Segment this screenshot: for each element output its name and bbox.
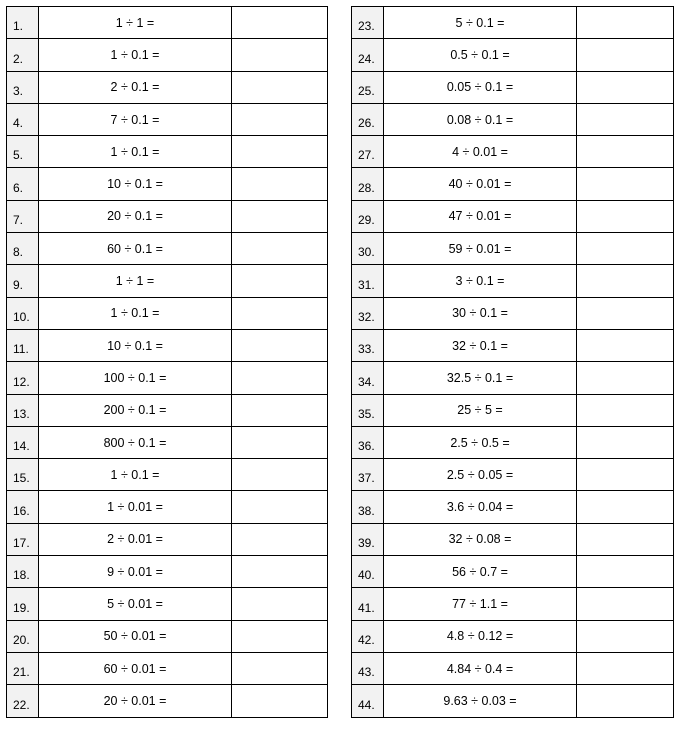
answer-cell[interactable] <box>232 39 328 71</box>
question-number: 35. <box>352 394 384 426</box>
question-text: 30 ÷ 0.1 = <box>384 297 577 329</box>
answer-cell[interactable] <box>577 588 674 620</box>
table-row <box>352 491 674 523</box>
table-row <box>352 71 674 103</box>
question-number: 10. <box>7 297 39 329</box>
question-number: 36. <box>352 426 384 458</box>
table-row <box>352 652 674 684</box>
answer-cell[interactable] <box>577 168 674 200</box>
question-number: 17. <box>7 523 39 555</box>
question-text: 2.5 ÷ 0.05 = <box>384 459 577 491</box>
table-row <box>7 556 328 588</box>
question-text: 32.5 ÷ 0.1 = <box>384 362 577 394</box>
question-text: 60 ÷ 0.01 = <box>39 652 232 684</box>
question-text: 32 ÷ 0.08 = <box>384 523 577 555</box>
answer-cell[interactable] <box>232 523 328 555</box>
question-text: 1 ÷ 0.1 = <box>39 459 232 491</box>
question-text: 59 ÷ 0.01 = <box>384 233 577 265</box>
question-number: 18. <box>7 556 39 588</box>
table-row <box>352 685 674 717</box>
question-text: 200 ÷ 0.1 = <box>39 394 232 426</box>
question-text: 20 ÷ 0.01 = <box>39 685 232 717</box>
table-row <box>7 362 328 394</box>
table-row <box>7 394 328 426</box>
table-row <box>7 233 328 265</box>
table-row <box>7 685 328 717</box>
answer-cell[interactable] <box>577 620 674 652</box>
question-number: 15. <box>7 459 39 491</box>
question-text: 800 ÷ 0.1 = <box>39 426 232 458</box>
answer-cell[interactable] <box>232 426 328 458</box>
question-text: 50 ÷ 0.01 = <box>39 620 232 652</box>
question-number: 22. <box>7 685 39 717</box>
answer-cell[interactable] <box>232 7 328 39</box>
table-row <box>352 200 674 232</box>
question-text: 1 ÷ 0.01 = <box>39 491 232 523</box>
question-number: 38. <box>352 491 384 523</box>
table-row <box>352 39 674 71</box>
question-number: 9. <box>7 265 39 297</box>
answer-cell[interactable] <box>577 7 674 39</box>
answer-cell[interactable] <box>232 588 328 620</box>
table-row <box>7 168 328 200</box>
answer-cell[interactable] <box>232 136 328 168</box>
answer-cell[interactable] <box>577 491 674 523</box>
question-number: 11. <box>7 329 39 361</box>
question-text: 40 ÷ 0.01 = <box>384 168 577 200</box>
table-row <box>352 233 674 265</box>
question-number: 5. <box>7 136 39 168</box>
table-row <box>352 459 674 491</box>
answer-cell[interactable] <box>232 459 328 491</box>
question-text: 3 ÷ 0.1 = <box>384 265 577 297</box>
table-row <box>7 136 328 168</box>
question-number: 4. <box>7 103 39 135</box>
answer-cell[interactable] <box>232 329 328 361</box>
question-number: 27. <box>352 136 384 168</box>
worksheet-table-right <box>351 6 674 718</box>
table-row <box>352 620 674 652</box>
question-number: 30. <box>352 233 384 265</box>
question-number: 31. <box>352 265 384 297</box>
question-text: 60 ÷ 0.1 = <box>39 233 232 265</box>
question-text: 2.5 ÷ 0.5 = <box>384 426 577 458</box>
table-row <box>7 7 328 39</box>
question-text: 32 ÷ 0.1 = <box>384 329 577 361</box>
table-row <box>7 297 328 329</box>
question-number: 32. <box>352 297 384 329</box>
table-row <box>352 168 674 200</box>
question-number: 20. <box>7 620 39 652</box>
question-number: 21. <box>7 652 39 684</box>
question-text: 5 ÷ 0.1 = <box>384 7 577 39</box>
answer-cell[interactable] <box>232 620 328 652</box>
question-text: 2 ÷ 0.1 = <box>39 71 232 103</box>
question-text: 25 ÷ 5 = <box>384 394 577 426</box>
table-row <box>7 426 328 458</box>
answer-cell[interactable] <box>232 394 328 426</box>
question-number: 44. <box>352 685 384 717</box>
table-row <box>7 491 328 523</box>
table-row <box>7 620 328 652</box>
answer-cell[interactable] <box>577 652 674 684</box>
question-text: 1 ÷ 0.1 = <box>39 136 232 168</box>
question-text: 4 ÷ 0.01 = <box>384 136 577 168</box>
answer-cell[interactable] <box>577 265 674 297</box>
question-text: 5 ÷ 0.01 = <box>39 588 232 620</box>
table-row <box>7 459 328 491</box>
answer-cell[interactable] <box>577 200 674 232</box>
question-text: 0.5 ÷ 0.1 = <box>384 39 577 71</box>
table-row <box>352 588 674 620</box>
question-number: 16. <box>7 491 39 523</box>
answer-cell[interactable] <box>577 362 674 394</box>
question-number: 3. <box>7 71 39 103</box>
table-row <box>352 426 674 458</box>
table-row <box>352 362 674 394</box>
answer-cell[interactable] <box>232 362 328 394</box>
table-row <box>7 71 328 103</box>
table-row <box>7 588 328 620</box>
question-number: 25. <box>352 71 384 103</box>
answer-cell[interactable] <box>232 168 328 200</box>
question-text: 10 ÷ 0.1 = <box>39 329 232 361</box>
question-text: 4.8 ÷ 0.12 = <box>384 620 577 652</box>
answer-cell[interactable] <box>577 556 674 588</box>
answer-cell[interactable] <box>577 297 674 329</box>
table-row <box>352 265 674 297</box>
question-number: 8. <box>7 233 39 265</box>
answer-cell[interactable] <box>232 200 328 232</box>
question-number: 2. <box>7 39 39 71</box>
table-row <box>7 103 328 135</box>
answer-cell[interactable] <box>232 685 328 717</box>
answer-cell[interactable] <box>232 556 328 588</box>
answer-cell[interactable] <box>577 233 674 265</box>
answer-cell[interactable] <box>577 459 674 491</box>
question-text: 0.08 ÷ 0.1 = <box>384 103 577 135</box>
question-text: 100 ÷ 0.1 = <box>39 362 232 394</box>
question-text: 9 ÷ 0.01 = <box>39 556 232 588</box>
table-row <box>7 265 328 297</box>
answer-cell[interactable] <box>577 71 674 103</box>
table-row <box>7 523 328 555</box>
question-number: 42. <box>352 620 384 652</box>
table-row <box>7 200 328 232</box>
answer-cell[interactable] <box>577 136 674 168</box>
answer-cell[interactable] <box>577 685 674 717</box>
table-row <box>352 297 674 329</box>
question-number: 19. <box>7 588 39 620</box>
question-number: 41. <box>352 588 384 620</box>
question-number: 34. <box>352 362 384 394</box>
table-row <box>352 329 674 361</box>
table-row <box>7 39 328 71</box>
question-number: 12. <box>7 362 39 394</box>
table-row <box>352 394 674 426</box>
question-number: 29. <box>352 200 384 232</box>
question-text: 1 ÷ 0.1 = <box>39 39 232 71</box>
answer-cell[interactable] <box>232 265 328 297</box>
question-text: 1 ÷ 1 = <box>39 7 232 39</box>
table-row <box>352 7 674 39</box>
question-number: 7. <box>7 200 39 232</box>
answer-cell[interactable] <box>232 297 328 329</box>
worksheet-table-left <box>6 6 328 718</box>
answer-cell[interactable] <box>577 426 674 458</box>
question-number: 1. <box>7 7 39 39</box>
question-text: 0.05 ÷ 0.1 = <box>384 71 577 103</box>
question-number: 33. <box>352 329 384 361</box>
answer-cell[interactable] <box>232 652 328 684</box>
question-text: 56 ÷ 0.7 = <box>384 556 577 588</box>
question-number: 6. <box>7 168 39 200</box>
answer-cell[interactable] <box>577 39 674 71</box>
question-text: 1 ÷ 1 = <box>39 265 232 297</box>
question-number: 40. <box>352 556 384 588</box>
question-number: 13. <box>7 394 39 426</box>
question-number: 14. <box>7 426 39 458</box>
question-text: 2 ÷ 0.01 = <box>39 523 232 555</box>
answer-cell[interactable] <box>577 523 674 555</box>
answer-cell[interactable] <box>577 394 674 426</box>
question-text: 47 ÷ 0.01 = <box>384 200 577 232</box>
question-number: 28. <box>352 168 384 200</box>
answer-cell[interactable] <box>577 103 674 135</box>
question-number: 26. <box>352 103 384 135</box>
question-number: 23. <box>352 7 384 39</box>
question-text: 20 ÷ 0.1 = <box>39 200 232 232</box>
table-row <box>352 136 674 168</box>
question-number: 24. <box>352 39 384 71</box>
question-text: 9.63 ÷ 0.03 = <box>384 685 577 717</box>
question-text: 10 ÷ 0.1 = <box>39 168 232 200</box>
answer-cell[interactable] <box>232 491 328 523</box>
table-row <box>7 329 328 361</box>
table-row <box>352 103 674 135</box>
answer-cell[interactable] <box>232 103 328 135</box>
question-number: 39. <box>352 523 384 555</box>
answer-cell[interactable] <box>232 233 328 265</box>
table-row <box>7 652 328 684</box>
question-text: 1 ÷ 0.1 = <box>39 297 232 329</box>
table-row <box>352 556 674 588</box>
question-text: 7 ÷ 0.1 = <box>39 103 232 135</box>
question-text: 3.6 ÷ 0.04 = <box>384 491 577 523</box>
answer-cell[interactable] <box>232 71 328 103</box>
question-number: 43. <box>352 652 384 684</box>
table-row <box>352 523 674 555</box>
question-text: 4.84 ÷ 0.4 = <box>384 652 577 684</box>
question-number: 37. <box>352 459 384 491</box>
question-text: 77 ÷ 1.1 = <box>384 588 577 620</box>
answer-cell[interactable] <box>577 329 674 361</box>
